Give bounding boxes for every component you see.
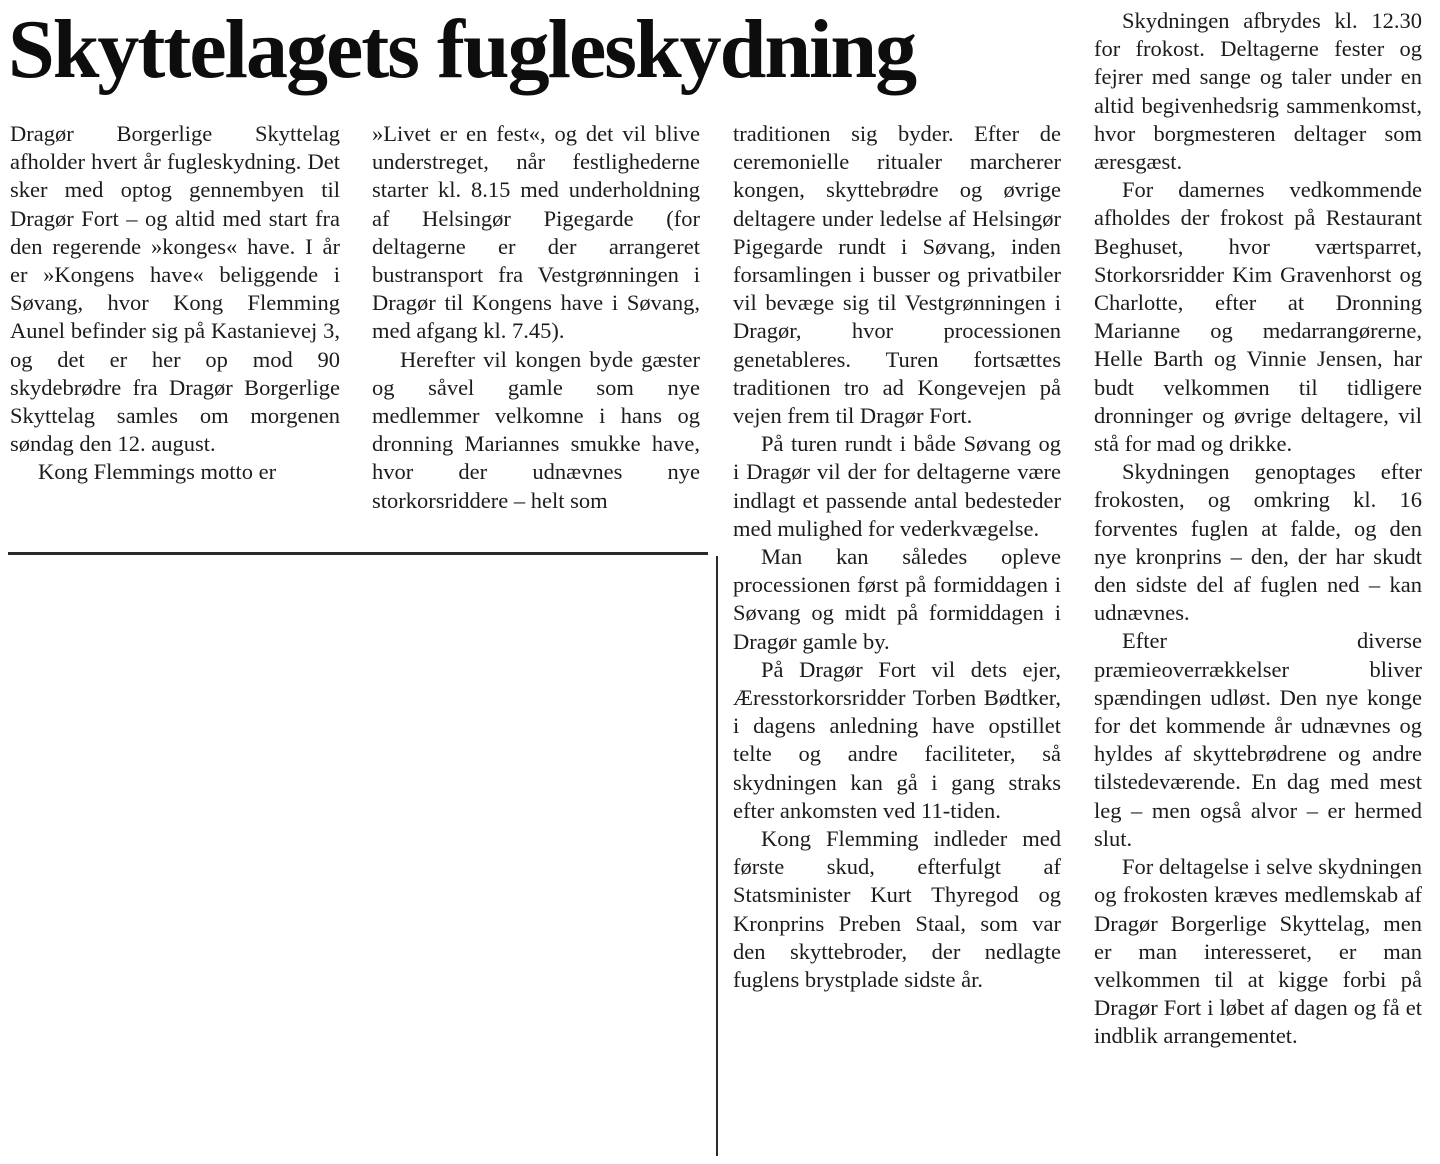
article-column-3 [733,120,1061,994]
article-column-2 [372,120,700,515]
paragraph: Dragør Borgerlige Skyttelag afholder hvert år fugleskydning. Det sker med optog gennembyen til Dragør Fort – og altid med start fra den regerende »konges« have. I år er »Kongens have« beliggende i Søvang, hvor Kong Flemming Aunel befinder sig på Kastanievej 3, og det er her op mod 90 skydebrødre fra Dragør Borgerlige Skyttelag samles om morgenen søndag den 12. august. [10,121,340,457]
horizontal-divider [8,552,708,555]
paragraph: For damernes vedkommende afholdes der frokost på Restaurant Beghuset, hvor værtsparret, Storkorsridder Kim Gravenhorst og Charlotte, efter at Dronning Marianne og medarrangørerne, Helle Barth og Vinnie Jensen, har budt velkommen til tidligere dronninger og øvrige deltagere, vil stå for mad og drikke. [1094,177,1422,457]
paragraph: traditionen sig byder. Efter de ceremonielle ritualer marcherer kongen, skyttebrødre og øvrige deltagere under ledelse af Helsingør Pigegarde rundt i Søvang, inden forsamlingen i busser og privatbiler vil bevæge sig til Vestgrønningen i Dragør, hvor processionen genetableres. Turen fortsættes traditionen tro ad Kongevejen på vejen frem til Dragør Fort. [733,121,1061,429]
paragraph: Skydningen genoptages efter frokosten, og omkring kl. 16 forventes fuglen at falde, og den nye kronprins – den, der har skudt den sidste del af fuglen ned – kan udnævnes. [1094,459,1422,626]
article-column-4 [1094,7,1422,1051]
paragraph: Kong Flemming indleder med første skud, efterfulgt af Statsminister Kurt Thyregod og Kronprins Preben Staal, som var den skyttebroder, der nedlagte fuglens brystplade sidste år. [733,826,1061,993]
paragraph: For deltagelse i selve skydningen og frokosten kræves medlemskab af Dragør Borgerlige Skyttelag, men er man interesseret, er man velkommen til at kigge forbi på Dragør Fort i løbet af dagen og få et indblik arrangementet. [1094,854,1422,1049]
paragraph: »Livet er en fest«, og det vil blive understreget, når festlighederne starter kl. 8.15 med underholdning af Helsingør Pigegarde (for deltagerne er der arrangeret bustransport fra Vestgrønningen i Dragør til Kongens have i Søvang, med afgang kl. 7.45). [372,121,700,344]
paragraph: Efter diverse præmieoverrækkelser bliver spændingen udløst. Den nye konge for det kommende år udnævnes og hyldes af skyttebrødrene og andre tilstedeværende. En dag med mest leg – men også alvor – er hermed slut. [1094,628,1422,851]
paragraph: Man kan således opleve processionen først på formiddagen i Søvang og midt på formiddagen i Dragør gamle by. [733,544,1061,654]
paragraph: Kong Flemmings motto er [38,459,277,485]
paragraph: På Dragør Fort vil dets ejer, Æresstorkorsridder Torben Bødtker, i dagens anledning have opstillet telte og andre faciliteter, så skydningen kan gå i gang straks efter ankomsten ved 11-tiden. [733,656,1061,823]
paragraph: Herefter vil kongen byde gæster og såvel gamle som nye medlemmer velkomne i hans og dronning Mariannes smukke have, hvor der udnævnes nye storkorsriddere – helt som [372,346,700,513]
article-headline: Skyttelagets fugleskydning [8,3,916,96]
paragraph: Skydningen afbrydes kl. 12.30 for frokost. Deltagerne fester og fejrer med sange og taler under en altid begivenhedsrig sammenkomst, hvor borgmesteren deltager som æresgæst. [1094,8,1422,175]
paragraph: På turen rundt i både Søvang og i Dragør vil der for deltagerne være indlagt et passende antal bedesteder med mulighed for vederkvægelse. [733,431,1061,541]
article-column-1 [10,120,340,487]
vertical-divider [716,556,718,1156]
